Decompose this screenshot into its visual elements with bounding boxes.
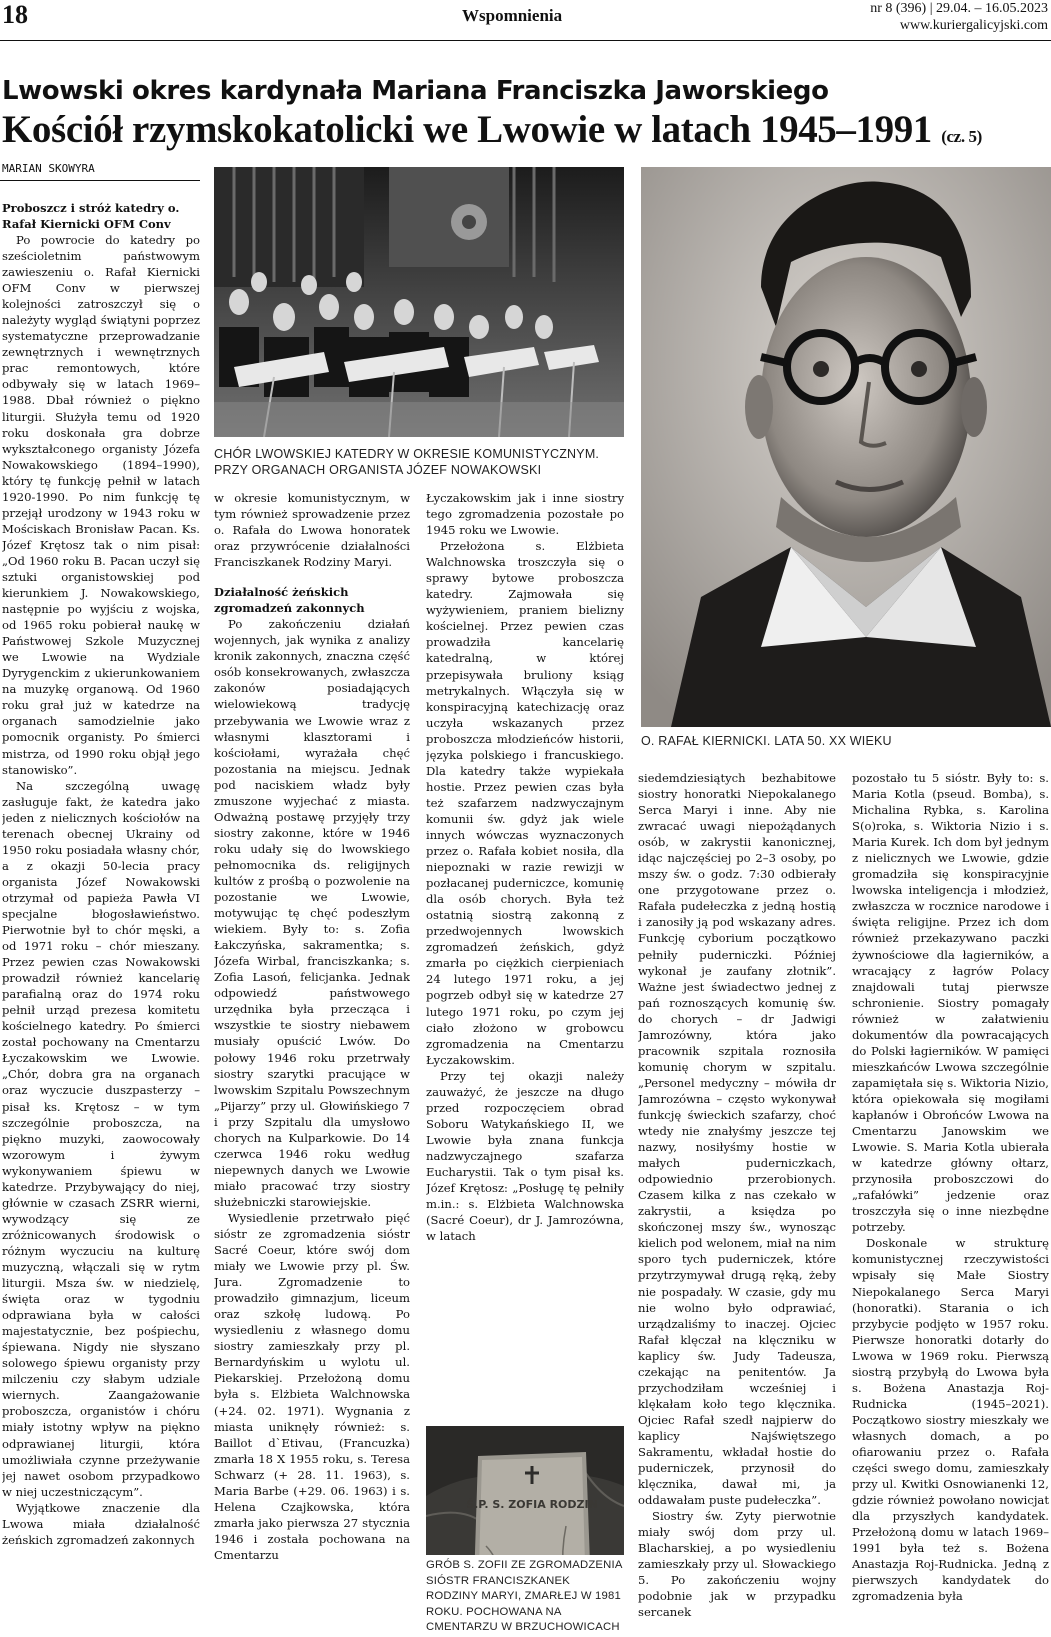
article-column-4 bbox=[638, 770, 836, 1637]
issue-info bbox=[870, 0, 1048, 34]
paragraph: Przy tej okazji należy zauważyć, że jeszcze na długo przed rozpoczęciem obrad Soboru Watykańskiego II, we Lwowie była znana funkcja nadzwyczajnego szafarza Eucharystii. Tak o tym pisał ks. Józef Krętosz: „Posługę tę pełniły m.in.: s. Elżbieta Walchnowska (Sacré Coeur), dr J. Jamrozówna, w latach bbox=[426, 1068, 624, 1244]
article-column-3 bbox=[426, 490, 624, 1422]
subheading-proboszcz: Proboszcz i stróż katedry o. Rafał Kiernicki OFM Conv bbox=[2, 201, 180, 231]
choir-photo-image bbox=[214, 167, 624, 437]
paragraph: Na szczególną uwagę zasługuje fakt, że katedra jako jeden z nielicznych kościołów na terenach obecnej Ukrainy od 1950 roku posiadała własny chór, a z okazji 50-lecia pracy organista Józef Nowakowski otrzymał od papieża Pawła VI specjalne błogosławieństwo. Pierwotnie był to chór męski, a od 1971 roku – chór mieszany. Przez pewien czas Nowakowski prowadził również kancelarię parafialną oraz do 1974 roku pełnił urząd prezesa komitetu kościelnego katedry. Po śmierci został pochowany na Cmentarzu Łyczakowskim we Lwowie. „Chór, dobra gra na organach oraz wyczucie duszpasterzy – pisał ks. Krętosz – w tym szczególnie proboszcza, na piękno muzyki, zaowocowały wzorowym i żywym wykonywaniem śpiewu w katedrze. Przybywający do niej, głównie w czasach ZSRR wierni, wywodzący się ze zróżnicowanych środowisk o różnym wyczuciu na kulturę muzyczną, włączali się w rytm liturgii. Msza św. w niedzielę, święta oraz w tygodniu odprawiana była w całości majestatycznie, bez pośpiechu, śpiewana. Nigdy nie słyszano solowego śpiewu organisty przy milczeniu czy słabym udziale wiernych. Zaangażowanie proboszcza, organistów i chóru miały istotny wpływ na piękno odprawianej liturgii, która umożliwiała czynne przeżywanie jej nawet osobom przypadkowo w niej uczestniczącym”. bbox=[2, 778, 200, 1499]
website-link[interactable]: www.kuriergalicyjski.com bbox=[899, 18, 1048, 33]
article-column-5 bbox=[852, 770, 1049, 1637]
page-number: 18 bbox=[2, 0, 28, 29]
paragraph: Wyjątkowe znaczenie dla Lwowa miała działalność żeńskich zgromadzeń zakonnych bbox=[2, 1500, 200, 1547]
paragraph: Po zakończeniu działań wojennych, jak wynika z analizy kronik zakonnych, znaczna część osób konsekrowanych, zwłaszcza zakonów posiadających wielowiekową tradycję przebywania we Lwowie wraz z własnymi klasztorami i kościołami, wyrażała chęć pozostania na miejscu. Jednak pod naciskiem władz były zmuszone wyjechać z miasta. Odważną postawę przyjęły trzy siostry zakonne, które w 1946 roku udały się do lwowskiego pełnomocnika ds. religijnych kultów z prośbą o pozwolenie na pozostanie we Lwowie, motywując tę chęć podeszłym wiekiem. Były to: s. Zofia Łakczyńska, sakramentka; s. Józefa Wirbal, franciszkanka; s. Zofia Lasoń, felicjanka. Jednak odpowiedź państwowego urzędnika była przecząca i wszystkie te siostry niebawem musiały opuścić Lwów. Do połowy 1946 roku przetrwały siostry szarytki pracujące w lwowskim Szpitalu Powszechnym „Pijarzy” przy ul. Głowińskiego 7 i przy Szpitalu dla umysłowo chorych na Kulparkowie. Do 14 czerwca 1946 roku według niepewnych danych we Lwowie miało pracować trzy siostry służebniczki starowiejskie. bbox=[214, 617, 410, 1209]
paragraph: Doskonale w strukturę komunistycznej rzeczywistości wpisały się Małe Siostry Niepokalanego Serca Maryi (honoratki). Starania o ich przybycie podjęto w 1957 roku. Pierwsze honoratki dotarły do Lwowa w 1969 roku. Pierwszą siostrą przybyłą do Lwowa była s. Bożena Anastazja Roj-Rudnicka (1945–2021). Początkowo siostry mieszkały we własnych domach, a po ofiarowaniu przez o. Rafała części swego domu, zamieszkały przy ul. Kwitki Osnowianenki 12, gdzie również powołano nowicjat dla przyszłych kandydatek. Przełożoną domu w latach 1969–1991 była też s. Bożena Anastazja Roj-Rudnicka. Jedną z pierwszych kandydatek do zgromadzenia była bbox=[852, 1236, 1049, 1604]
article-column-1 bbox=[2, 200, 200, 1637]
choir-photo-caption: CHÓR LWOWSKIEJ KATEDRY W OKRESIE KOMUNISTYCZNYM. PRZY ORGANACH ORGANISTA JÓZEF NOWAKOWSKI bbox=[214, 447, 600, 477]
section-title: Wspomnienia bbox=[462, 6, 563, 25]
paragraph: siedemdziesiątych bezhabitowe siostry honoratki Niepokalanego Serca Maryi i inne. Aby nie zwracać uwagi niepożądanych osób, w zakrystii kanonicznej, idąc najczęściej po 2–3 osoby, po mszy św. o godz. 7:30 odbierały one przygotowane przez o. Rafała pudełeczka z jedną hostią i zanosiły ją pod wskazany adres. Funkcję cyborium początkowo pełniły puderniczki. Później wykonał je zaufany złotnik”. Ważne jest świadectwo jednej z pań roznoszących komunię św. do chorych – dr Jadwigi Jamrozówny, która jako pracownik szpitala roznosiła komunię chorym w szpitalu. „Personel medyczny – mówiła dr Jamrozówna – często wykonywał funkcję świeckich szafarzy, choć wtedy nie znałyśmy jeszcze tej nazwy, nosiłyśmy hostie w małych puderniczkach, odpowiednio przerobionych. Czasem kilka z nas czekało w zakrystii, a księdza po skończonej mszy św., wynosząc kielich pod welonem, miał na nim sporo tych puderniczek, które przytrzymywał drugą ręką, żeby nie pospadały. W czasie, gdy mu nie wolno było odprawiać, urządzaliśmy to inaczej. Ojciec Rafał klęczał na klęczniku w kaplicy św. Judy Tadeusza, czekając na penitentów. Ja przychodziłam wcześniej i klękałam koło tego klęcznika. Ojciec Rafał szedł najpierw do kaplicy Najświętszego Sakramentu, wkładał hostie do puderniczek, przynosił do klęcznika, dawał mi, ja oddawałam puste pudełeczka”. bbox=[638, 771, 836, 1508]
portrait-image bbox=[641, 167, 1051, 727]
paragraph: Przełożona s. Elżbieta Walchnowska troszczyła się o sprawy bytowe proboszcza katedry. Zajmowała się wyżywieniem, praniem bielizny kościelnej. Przez pewien czas prowadziła kancelarię katedralną, w której przepisywała bruliony ksiąg metrykalnych. Włączyła się w konspiracyjną katechizację oraz uczyła wskazanych przez proboszcza młodzieńców historii, języka polskiego i francuskiego. Dla katedry także wypiekała hostie. Przez pewien czas była też szafarzem nadzwyczajnym komunii św. gdyż jak wiele innych wówczas wyznaczonych przez o. Rafała kobiet nosiła, dla niepoznaki w razie rewizji w pozłacanej puderniczce, komunię dla osób chorych. Była też ostatnią siostrą zakonną z przedwojennych lwowskich zgromadzeń żeńskich, gdyż zmarła po ciężkich cierpieniach 24 lutego 1971 roku, a jej pogrzeb odbył się w katedrze 27 lutego 1971 roku, po czym jej ciało złożono w grobowcu zgromadzenia na Cmentarzu Łyczakowskim. bbox=[426, 539, 624, 1067]
article-title-text: Kościół rzymskokatolicki we Lwowie w latach 1945–1991 bbox=[2, 108, 932, 151]
paragraph: pozostało tu 5 sióstr. Były to: s. Maria Kotla (pseud. Bomba), s. Michalina Rybka, s. Karolina S(o)roka, s. Wiktoria Nizio i s. Maria Kurek. Ich dom był jednym z nielicznych we Lwowie, gdzie gromadziła się konspiracyjnie lwowska inteligencja i młodzież, zwłaszcza w rocznice narodowe i święta religijne. Przez ich dom również przekazywano paczki żywnościowe dla łagierników, a wracający z łagrów Polacy znajdowali tutaj pierwsze schronienie. Siostry pomagały również w załatwieniu dokumentów dla powracających do Polski łagierników. W pamięci mieszkańców Lwowa szczególnie zapamiętała się s. Wiktoria Nizio, która opiekowała się mogiłami kapłanów i Obrońców Lwowa na Cmentarzu Janowskim we Lwowie. S. Maria Kotla ubierała w katedrze główny ołtarz, przynosiła proboszczowi do „rafałówki” jedzenie oraz troszczyła się o inne niezbędne potrzeby. bbox=[852, 771, 1049, 1235]
article-part: (cz. 5) bbox=[941, 127, 982, 146]
author-divider bbox=[0, 180, 200, 181]
grave-caption: GRÓB S. ZOFII ZE ZGROMADZENIA SIÓSTR FRANCISZKANEK RODZINY MARYI, ZMARŁEJ W 1981 ROKU. POCHOWANA NA CMENTARZU W BRZUCHOWICACH bbox=[426, 1555, 624, 1637]
paragraph: Łyczakowskim jak i inne siostry tego zgromadzenia pozostałe po 1945 roku we Lwowie. bbox=[426, 491, 624, 538]
choir-photo bbox=[214, 167, 624, 437]
article-title bbox=[2, 107, 982, 152]
grave-inscription: Ś.P. S. ZOFIA RODZIN bbox=[466, 1498, 598, 1511]
paragraph: Wysiedlenie przetrwało pięć sióstr ze zgromadzenia sióstr Sacré Coeur, które swój dom miały we Lwowie przy pl. Św. Jura. Zgromadzenie to prowadziło gimnazjum, liceum oraz szkołę ludową. Po wysiedleniu z własnego domu siostry zamieszkały przy pl. Bernardyńskim u wylotu ul. Piekarskiej. Przełożoną domu była s. Elżbieta Walchnowska (+24. 02. 1971). Wygnania z miasta uniknęły również: s. Baillot d`Etivau, (Francuzka) zmarła 18 X 1955 roku, s. Teresa Schwarz (+ 28. 11. 1963), s. Maria Barbe (+29. 06. 1963) i s. Helena Czajkowska, która zmarła jako pierwsza 27 stycznia 1946 i została pochowana na Cmentarzu bbox=[214, 1210, 410, 1562]
issue-number: nr 8 (396) | 29.04. – 16.05.2023 bbox=[870, 1, 1048, 16]
subheading-dzialalnosc: Działalność żeńskich zgromadzeń zakonnych bbox=[214, 585, 365, 616]
header-divider bbox=[0, 40, 1051, 41]
portrait-caption: O. RAFAŁ KIERNICKI. LATA 50. XX WIEKU bbox=[641, 734, 892, 748]
author-byline: MARIAN SKOWYRA bbox=[2, 162, 95, 175]
article-column-2 bbox=[214, 490, 410, 1637]
article-supertitle: Lwowski okres kardynała Mariana Franciszka Jaworskiego bbox=[2, 76, 829, 106]
paragraph: Po powrocie do katedry po sześcioletnim państwowym zawieszeniu o. Rafał Kiernicki OFM Conv w pierwszej kolejności zatroszczył się o należyty wygląd świątyni poprzez systematyczne przeprowadzanie zewnętrznych i wewnętrznych prac remontowych, które odbywały się w latach 1969–1988. Dbał również o piękno liturgii. Służyła temu od 1920 roku doskonała gra dobrze wykształconego organisty Józefa Nowakowskiego (1894–1990), który tę funkcję pełnił w latach 1920-1990. Po nim funkcję tę przejął urodzony w 1943 roku w Mościskach Bronisław Pacan. Ks. Józef Krętosz tak o nim pisał: „Od 1960 roku B. Pacan uczył się sztuki organistowskiej pod kierunkiem J. Nowakowskiego, następnie po wyjściu z wojska, od 1965 roku pobierał naukę w Państwowej Szkole Muzycznej we Lwowie na Wydziale Dyrygenckim z ukierunkowaniem na muzykę organową. Od 1960 roku grał już w katedrze na organach samodzielnie jako pomocnik organisty. Po śmierci mistrza, od 1990 roku objął jego stanowisko”. bbox=[2, 233, 200, 777]
paragraph: Siostry św. Zyty pierwotnie miały swój dom przy ul. Blacharskiej, a po wysiedleniu zamieszkały przy ul. Słowackiego 5. Po zakończeniu wojny podobnie jak w przypadku sercanek bbox=[638, 1509, 836, 1620]
portrait-photo bbox=[641, 167, 1051, 727]
paragraph: w okresie komunistycznym, w tym również sprowadzenie przez o. Rafała do Lwowa honoratek oraz przywrócenie działalności Franciszkanek Rodziny Maryi. bbox=[214, 491, 410, 570]
